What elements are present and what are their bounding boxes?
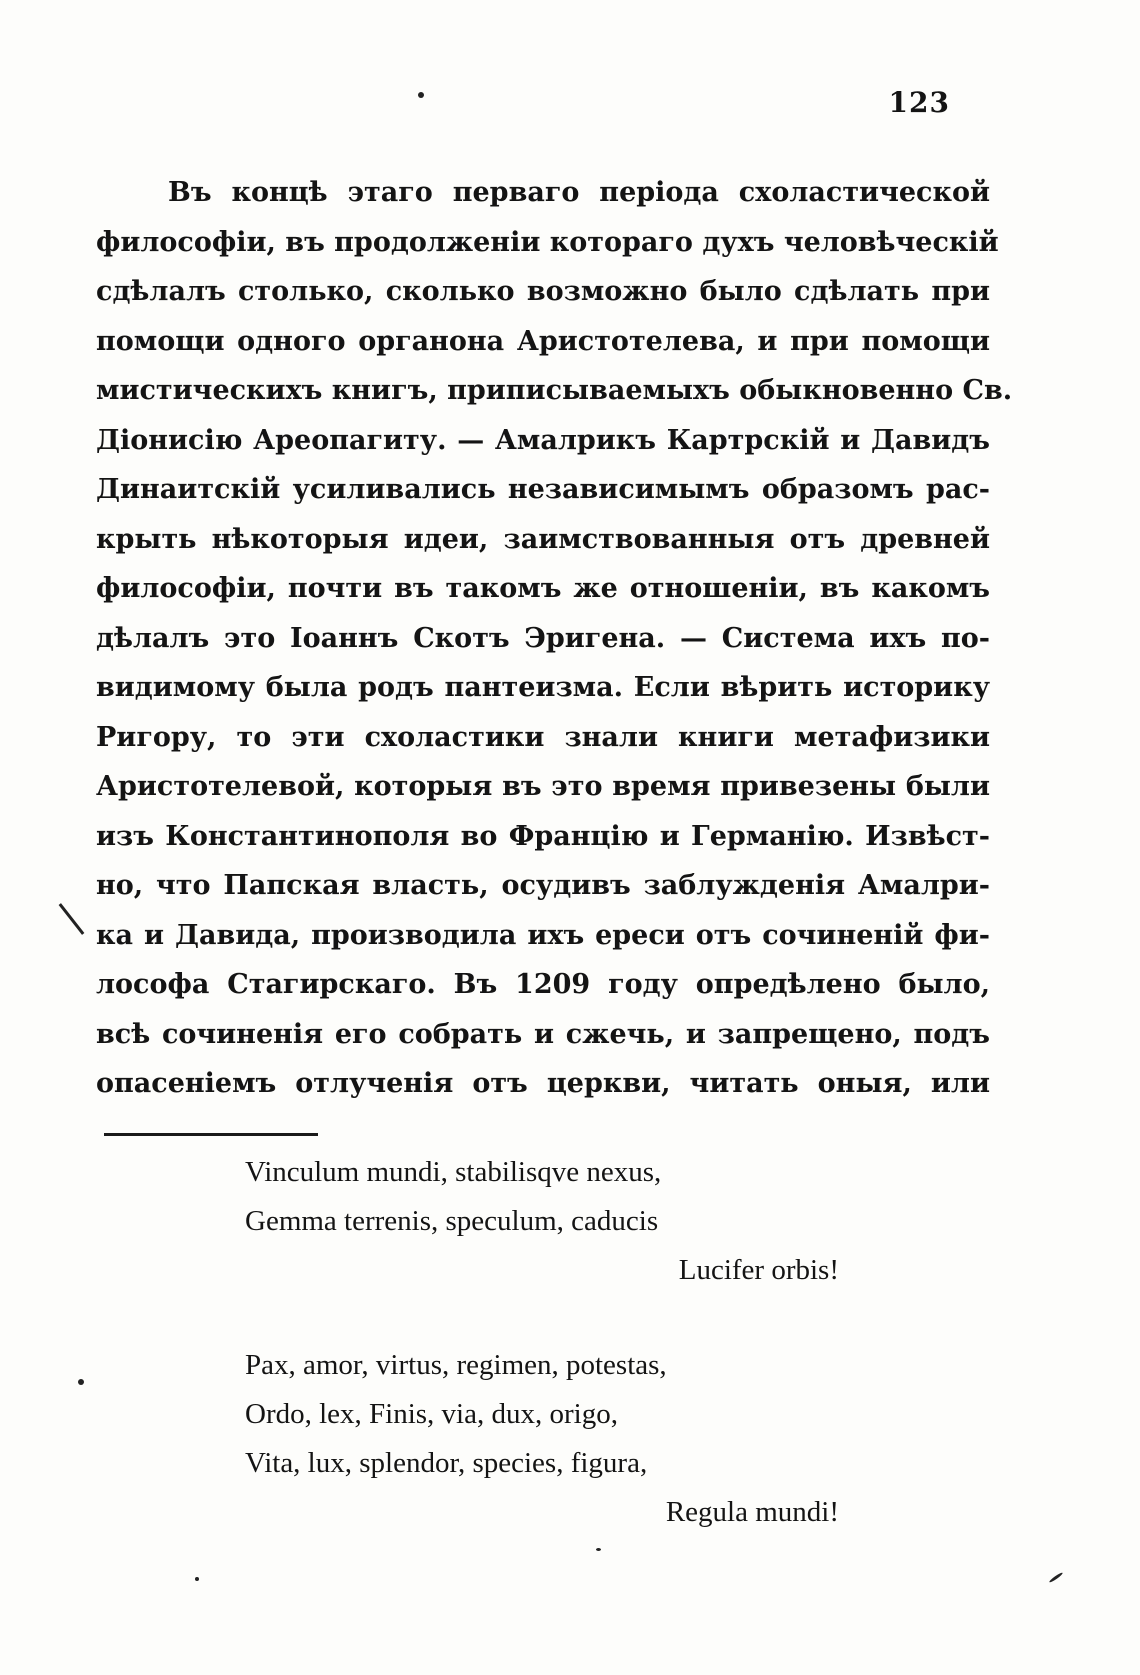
body-line: ка и Давида, производила ихъ ереси отъ сочиненій фи- [96, 919, 990, 951]
body-line: дѣлалъ это Іоаннъ Скотъ Эригена. — Система ихъ по- [96, 622, 990, 654]
body-line: но, что Папская власть, осудивъ заблужденія Амалри- [96, 870, 990, 901]
verse-line: Vinculum mundi, stabilisqve nexus, [245, 1156, 662, 1188]
body-line: опасеніемъ отлученія отъ церкви, читать оныя, или [96, 1068, 990, 1099]
body-line: всѣ сочиненія его собрать и сжечь, и запрещено, подъ [96, 1018, 990, 1050]
body-line: Ригору, то эти схоластики знали книги метафизики [96, 721, 990, 753]
page-number: 123 [888, 86, 950, 119]
body-line: Аристотелевой, которыя въ это время привезены были [96, 771, 990, 802]
body-text [96, 168, 1013, 1109]
verse-stanza [245, 1341, 845, 1537]
body-line: лософа Стагирскаго. Въ 1209 году опредѣлено было, [96, 969, 990, 1000]
ink-speck [195, 1577, 199, 1581]
verse-line: Ordo, lex, Finis, via, dux, origo, [245, 1398, 618, 1430]
body-line: изъ Константинополя во Францію и Германію. Извѣст- [96, 820, 990, 852]
verse-line: Lucifer orbis! [678, 1254, 839, 1286]
body-line: видимому была родъ пантеизма. Если вѣрить историку [96, 672, 990, 703]
body-line: Динаитскій усиливались независимымъ образомъ рас- [96, 474, 990, 505]
verse-line: Regula mundi! [665, 1496, 839, 1528]
body-line: помощи одного органона Аристотелева, и при помощи [96, 325, 990, 357]
footnote-verses [245, 1148, 845, 1583]
ink-speck [418, 92, 424, 98]
body-line: философіи, почти въ такомъ же отношеніи, въ какомъ [96, 573, 990, 604]
body-line: Діонисію Ареопагиту. — Амалрикъ Картрскій и Давидъ [96, 424, 990, 456]
margin-pencil-mark [59, 903, 85, 935]
body-line: сдѣлалъ столько, сколько возможно было сдѣлать при [96, 276, 990, 307]
verse-line: Gemma terrenis, speculum, caducis [245, 1205, 659, 1237]
verse-stanza [245, 1148, 845, 1295]
verse-line: Pax, amor, virtus, regimen, potestas, [245, 1349, 667, 1381]
footnote-separator-rule [104, 1133, 318, 1136]
ink-speck [1049, 1572, 1064, 1584]
verse-line: Vita, lux, splendor, species, figura, [245, 1447, 648, 1479]
body-line: мистическихъ книгъ, приписываемыхъ обыкновенно Св. [96, 375, 1013, 406]
body-line: Въ концѣ этаго перваго періода схоластической [168, 177, 990, 208]
body-line: крыть нѣкоторыя идеи, заимствованныя отъ древней [96, 523, 990, 555]
body-line: философіи, въ продолженіи котораго духъ человѣческій [96, 226, 999, 258]
ink-speck [78, 1379, 84, 1385]
